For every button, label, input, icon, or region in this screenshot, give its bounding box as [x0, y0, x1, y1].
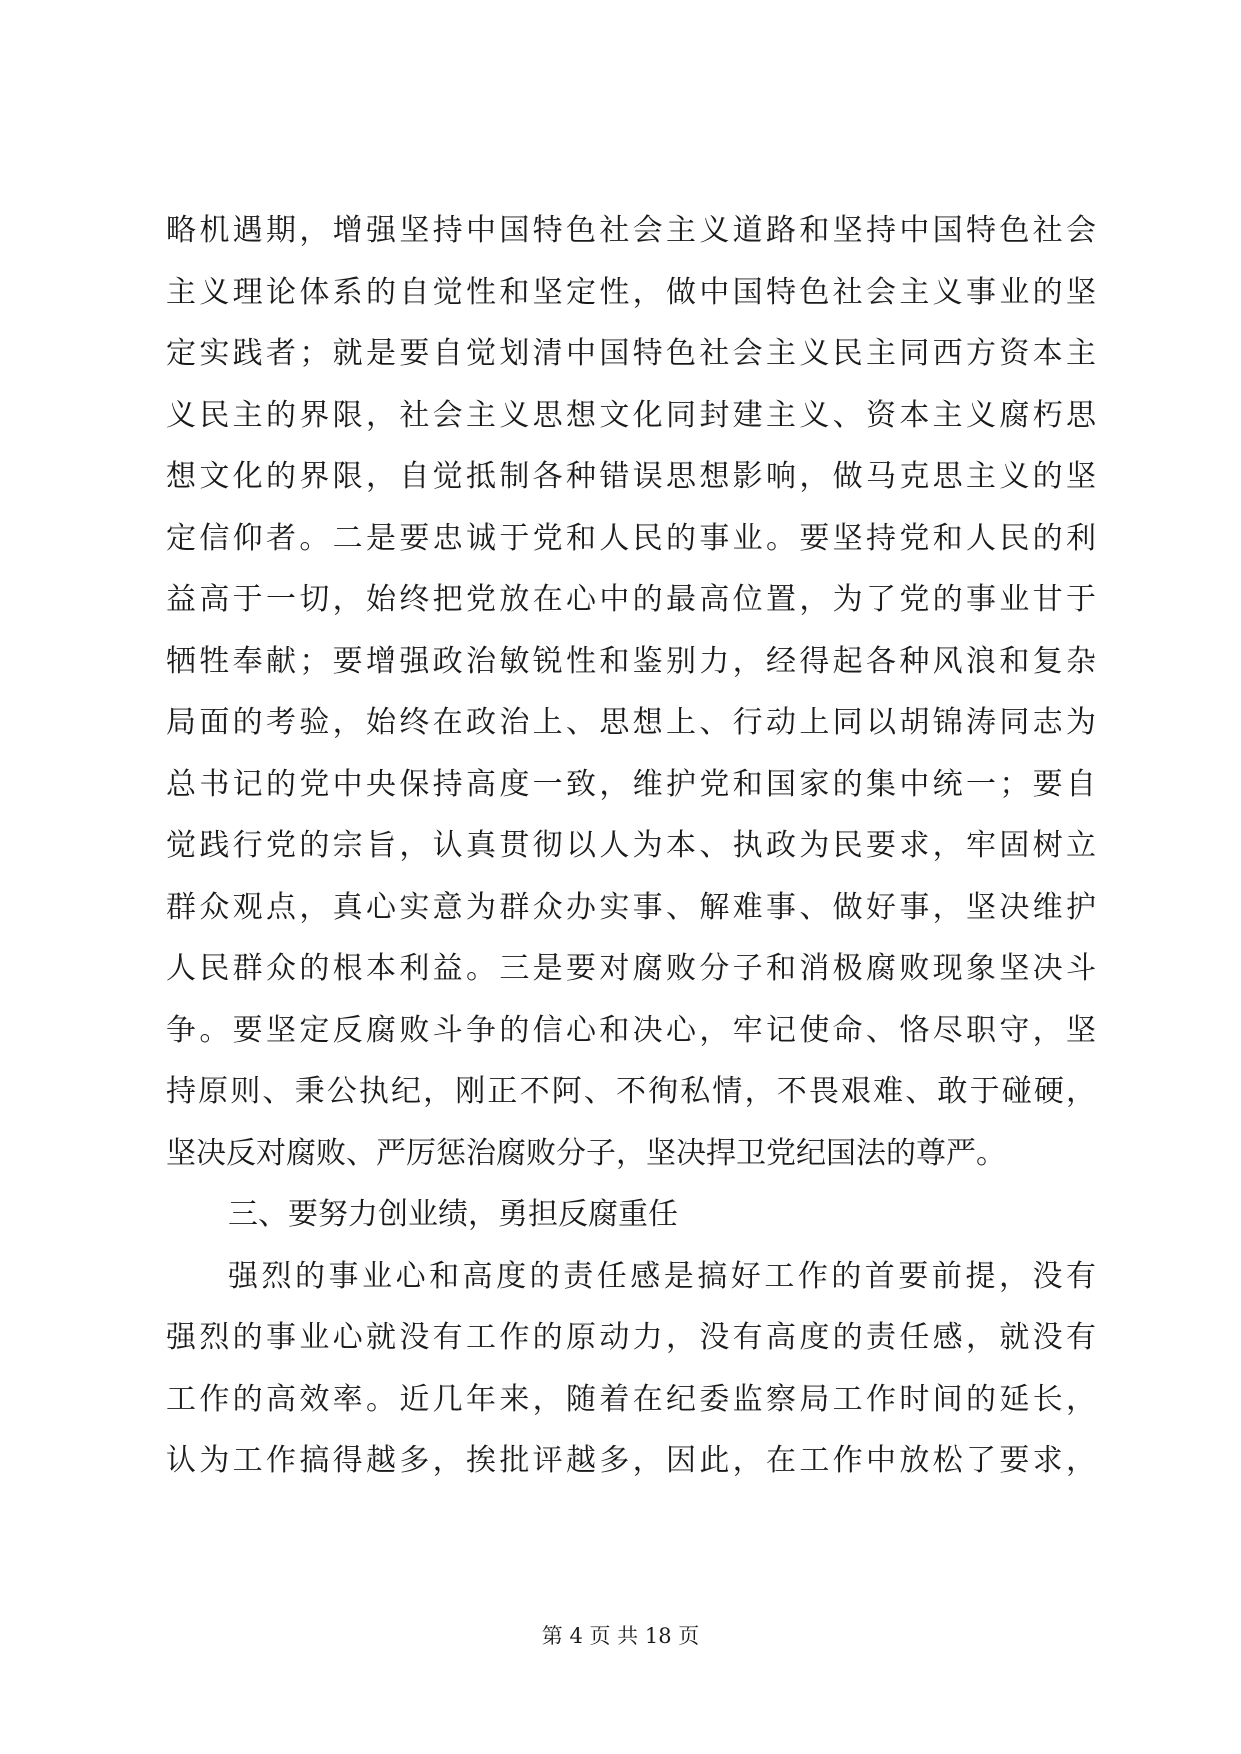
section-heading: 三、要努力创业绩，勇担反腐重任	[228, 1197, 678, 1232]
text-line: 工作的高效率。近几年来，随着在纪委监察局工作时间的延长，	[166, 1381, 1096, 1417]
text-line: 定信仰者。二是要忠诚于党和人民的事业。要坚持党和人民的利	[166, 520, 1096, 556]
text-line: 益高于一切，始终把党放在心中的最高位置，为了党的事业甘于	[166, 582, 1096, 617]
text-line: 义民主的界限，社会主义思想文化同封建主义、资本主义腐朽思	[166, 397, 1096, 433]
paragraph-first-line: 强烈的事业心和高度的责任感是搞好工作的首要前提，没有	[228, 1258, 1096, 1294]
text-line: 人民群众的根本利益。三是要对腐败分子和消极腐败现象坚决斗	[166, 951, 1096, 986]
document-body	[166, 200, 1096, 1492]
text-line: 认为工作搞得越多，挨批评越多，因此，在工作中放松了要求，	[166, 1443, 1096, 1478]
text-line: 觉践行党的宗旨，认真贯彻以人为本、执政为民要求，牢固树立	[166, 828, 1096, 863]
text-line: 总书记的党中央保持高度一致，维护党和国家的集中统一；要自	[166, 766, 1096, 802]
text-line: 定实践者；就是要自觉划清中国特色社会主义民主同西方资本主	[166, 336, 1096, 371]
paragraph-end-line: 坚决反对腐败、严厉惩治腐败分子，坚决捍卫党纪国法的尊严。	[166, 1135, 1006, 1171]
text-line: 主义理论体系的自觉性和坚定性，做中国特色社会主义事业的坚	[166, 274, 1096, 310]
text-line: 持原则、秉公执纪，刚正不阿、不徇私情，不畏艰难、敢于碰硬，	[166, 1074, 1096, 1109]
text-line: 牺牲奉献；要增强政治敏锐性和鉴别力，经得起各种风浪和复杂	[166, 643, 1096, 679]
text-line: 想文化的界限，自觉抵制各种错误思想影响，做马克思主义的坚	[166, 459, 1096, 494]
text-line: 强烈的事业心就没有工作的原动力，没有高度的责任感，就没有	[166, 1320, 1096, 1355]
text-line: 群众观点，真心实意为群众办实事、解难事、做好事，坚决维护	[166, 889, 1096, 925]
text-line: 争。要坚定反腐败斗争的信心和决心，牢记使命、恪尽职守，坚	[166, 1012, 1096, 1048]
text-line: 略机遇期，增强坚持中国特色社会主义道路和坚持中国特色社会	[166, 213, 1096, 248]
page-number-footer: 第 4 页 共 18 页	[541, 1624, 700, 1648]
text-line: 局面的考验，始终在政治上、思想上、行动上同以胡锦涛同志为	[166, 705, 1096, 740]
